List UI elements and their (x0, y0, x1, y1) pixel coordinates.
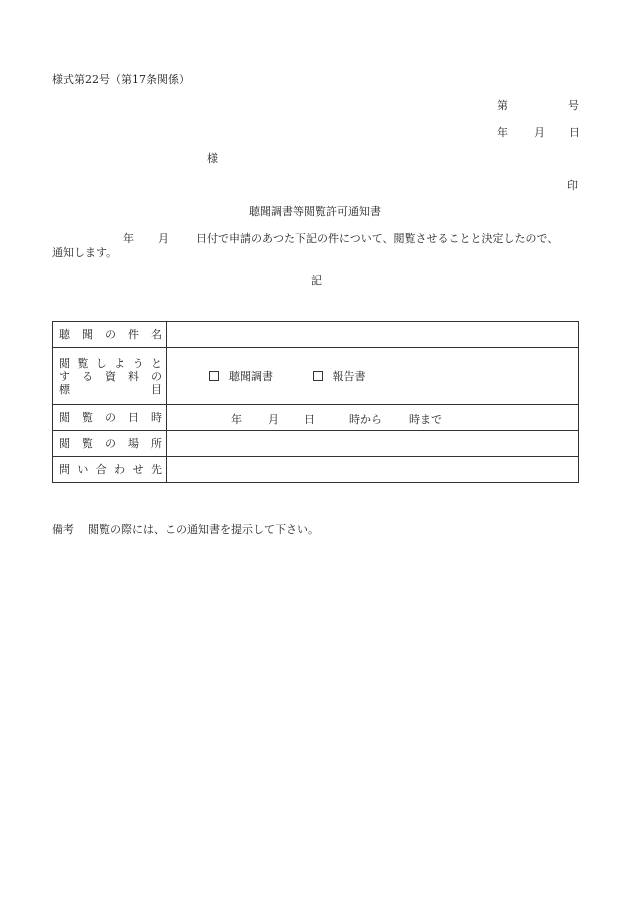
checkbox-icon[interactable] (313, 371, 323, 381)
remarks-label: 備考 (52, 523, 74, 536)
date-day-label: 日 (569, 126, 580, 139)
remarks (52, 523, 319, 537)
seal-mark: 印 (567, 179, 578, 192)
row-label-datetime: 閲 覧 の 日 時 (53, 405, 167, 431)
document-number-prefix: 第 (497, 99, 508, 112)
checkbox-icon[interactable] (209, 371, 219, 381)
table-row (53, 348, 579, 405)
datetime-month: 月 (268, 413, 279, 426)
case-name-value[interactable] (167, 322, 579, 348)
datetime-from: 時から (349, 413, 382, 426)
datetime-day: 日 (304, 413, 315, 426)
body-line-2: 通知します。 (52, 246, 118, 259)
document-number-suffix: 号 (568, 99, 579, 112)
row-label-location: 閲 覧 の 場 所 (53, 431, 167, 457)
table-row (53, 322, 579, 348)
row-label-contact: 問 い 合 わ せ 先 (53, 457, 167, 483)
table-row (53, 457, 579, 483)
body-year-label: 年 (123, 232, 134, 245)
option-hearing-record[interactable]: 聴聞調書 (209, 368, 273, 384)
form-number: 様式第22号（第17条関係） (52, 73, 190, 86)
body-line-1-text: 日付で申請のあつた下記の件について、閲覧させることと決定したので、 (196, 232, 559, 245)
details-table (52, 321, 579, 483)
datetime-until: 時まで (409, 413, 442, 426)
body-month-label: 月 (158, 232, 169, 245)
location-value[interactable] (167, 431, 579, 457)
contact-value[interactable] (167, 457, 579, 483)
row-label-case-name: 聴 聞 の 件 名 (53, 322, 167, 348)
option-report[interactable]: 報告書 (313, 368, 366, 384)
materials-options (167, 348, 579, 405)
datetime-year: 年 (231, 413, 242, 426)
datetime-value[interactable] (167, 405, 579, 431)
row-label-materials: 閲 覧 し よ う と す る 資 料 の 標 目 (53, 348, 167, 405)
table-row (53, 431, 579, 457)
table-row (53, 405, 579, 431)
date-year-label: 年 (497, 126, 508, 139)
date-month-label: 月 (534, 126, 545, 139)
document-title: 聴聞調書等閲覧許可通知書 (249, 205, 381, 218)
addressee-honorific: 様 (207, 152, 218, 165)
ki-heading: 記 (311, 274, 322, 287)
remarks-text: 閲覧の際には、この通知書を提示して下さい。 (88, 523, 319, 536)
